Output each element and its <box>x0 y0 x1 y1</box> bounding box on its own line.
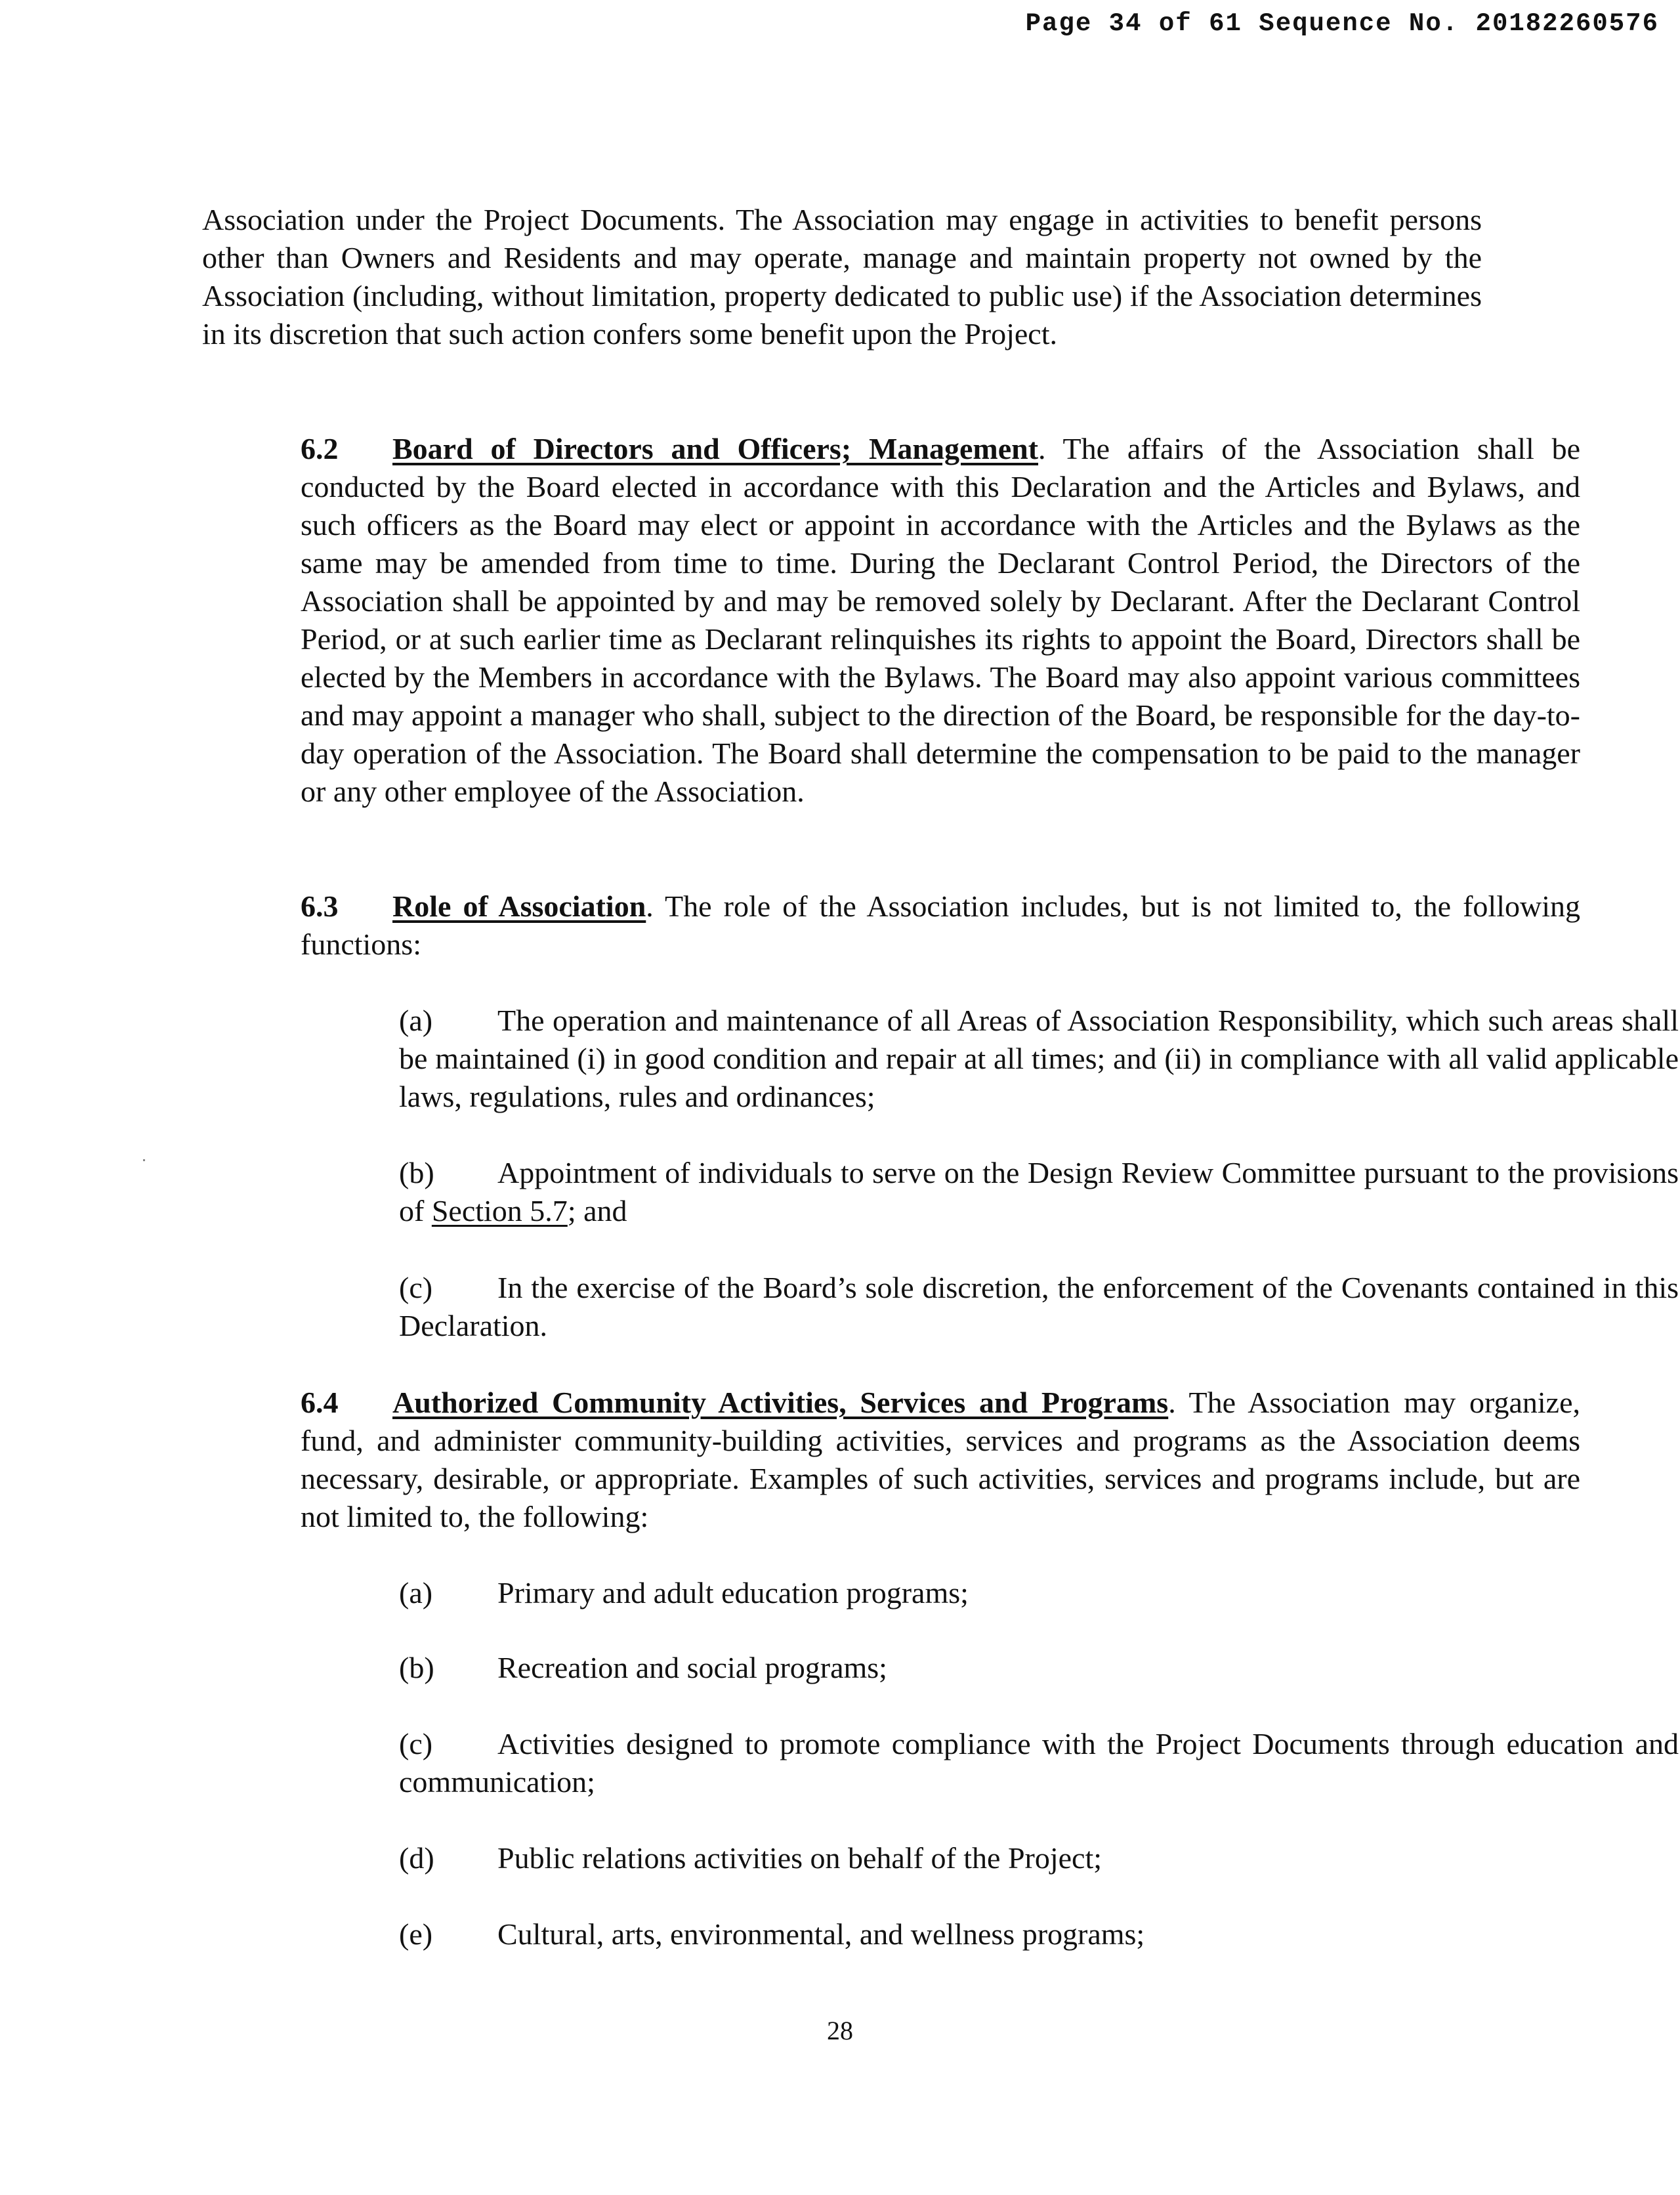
list-item-label: (a) <box>399 1004 433 1037</box>
list-item-text: Public relations activities on behalf of the Project; <box>497 1841 1102 1875</box>
list-item-label: (b) <box>399 1651 434 1684</box>
page-number: 28 <box>827 2016 853 2045</box>
section-body: . The role of the Association includes, but is not limited to, the following functions: <box>301 889 1580 961</box>
list-item-label: (b) <box>399 1156 434 1189</box>
section-heading: Role of Association <box>392 889 646 923</box>
section-body: . The affairs of the Association shall be conducted by the Board elected in accordance with this Declaration and the Articles and Bylaws, and such officers as the Board may elect or appoint in accordance with the Articles and the Bylaws as the same may be amended from time to time. During the Declarant Control Period, the Directors of the Association shall be appointed by and may be removed solely by Declarant. After the Declarant Control Period, or at such earlier time as Declarant relinquishes its rights to appoint the Board, Directors shall be elected by the Members in accordance with the Bylaws. The Board may also appoint various committees and may appoint a manager who shall, subject to the direction of the Board, be responsible for the day-to-day operation of the Association. The Board shall determine the compensation to be paid to the manager or any other employee of the Association. <box>301 432 1580 808</box>
list-item-label: (d) <box>399 1841 434 1875</box>
list-item-text: Cultural, arts, environmental, and wellness programs; <box>497 1917 1145 1951</box>
list-item-text: Primary and adult education programs; <box>497 1576 969 1609</box>
section-6-4 <box>202 1384 1580 1536</box>
scan-speck <box>143 1159 145 1161</box>
list-item-6-4-a <box>202 1574 1679 1612</box>
list-item-6-4-d <box>202 1839 1679 1877</box>
section-heading: Authorized Community Activities, Services and Programs <box>392 1386 1169 1419</box>
list-item-text: Recreation and social programs; <box>497 1651 887 1684</box>
list-item-text: The operation and maintenance of all Areas of Association Responsibility, which such areas shall be maintained (i) in good condition and repair at all times; and (ii) in compliance with all valid applicable laws, regulations, rules and ordinances; <box>399 1004 1679 1113</box>
list-item-6-4-e <box>202 1915 1679 1953</box>
list-item-label: (c) <box>399 1271 433 1304</box>
section-number: 6.4 <box>301 1386 339 1419</box>
list-item-label: (c) <box>399 1727 433 1760</box>
list-item-text-end: ; and <box>567 1194 627 1227</box>
list-item-label: (a) <box>399 1576 433 1609</box>
section-reference-link[interactable]: Section 5.7 <box>431 1194 568 1227</box>
section-heading: Board of Directors and Officers; Management <box>392 432 1039 465</box>
list-item-label: (e) <box>399 1917 433 1951</box>
list-item-text: Appointment of individuals to serve on the Design Review Committee pursuant to the provisions of <box>399 1156 1679 1227</box>
section-number: 6.3 <box>301 889 339 923</box>
section-6-3 <box>202 887 1580 964</box>
section-6-2 <box>202 430 1580 811</box>
list-item-text: Activities designed to promote compliance with the Project Documents through education and communication; <box>399 1727 1679 1799</box>
list-item-text: In the exercise of the Board’s sole discretion, the enforcement of the Covenants contained in this Declaration. <box>399 1271 1679 1342</box>
section-number: 6.2 <box>301 432 339 465</box>
list-item-6-4-c <box>202 1725 1679 1801</box>
intro-paragraph: Association under the Project Documents. The Association may engage in activities to benefit persons other than Owners and Residents and may operate, manage and maintain property not owned by the Association (including, without limitation, property dedicated to public use) if the Association determines in its discretion that such action confers some benefit upon the Project. <box>202 203 1482 351</box>
section-body: . The Association may organize, fund, and administer community-building activities, services and programs as the Association deems necessary, desirable, or appropriate. Examples of such activities, services and programs include, but are not limited to, the following: <box>301 1386 1580 1533</box>
list-item-6-3-c <box>202 1269 1679 1345</box>
list-item-6-3-b <box>202 1154 1679 1230</box>
list-item-6-3-a <box>202 1002 1679 1116</box>
list-item-6-4-b <box>202 1649 1679 1687</box>
page-sequence-header: Page 34 of 61 Sequence No. 20182260576 <box>1025 9 1659 38</box>
